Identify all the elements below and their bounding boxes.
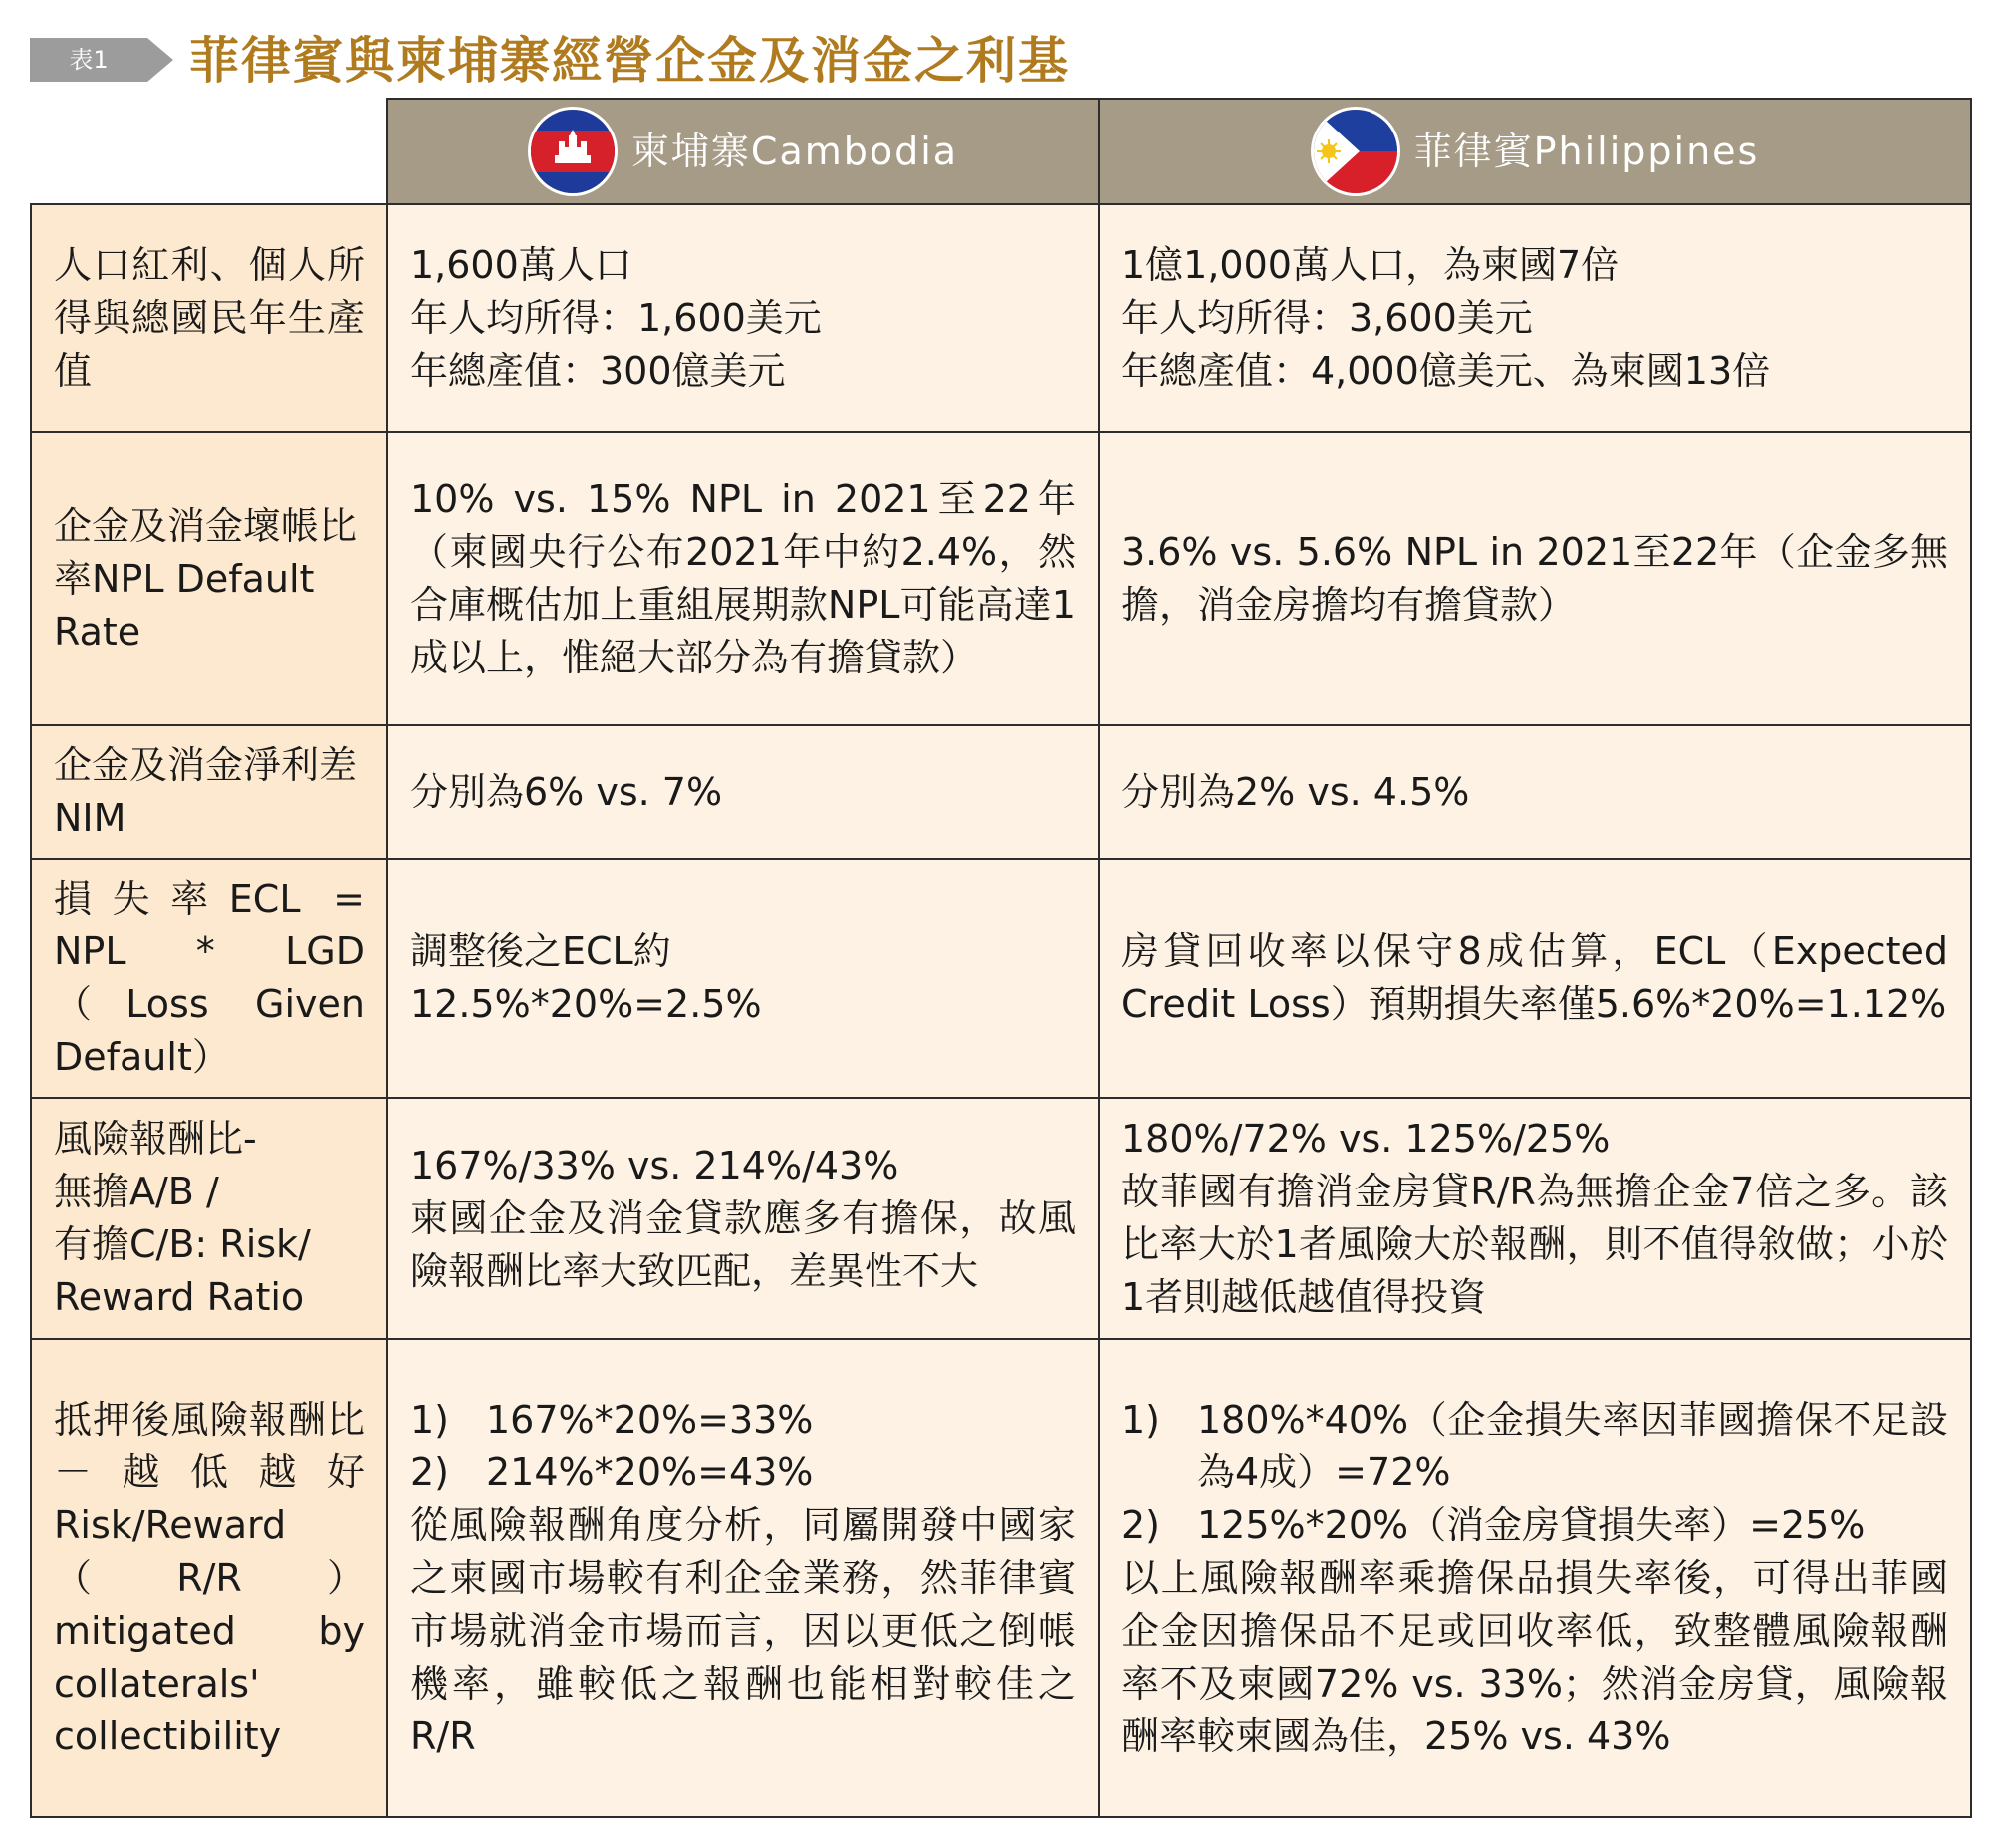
table-row [31, 432, 1971, 725]
column-header-philippines [1099, 99, 1971, 204]
comparison-table [30, 98, 1972, 1818]
ratio-heading: 167%/33% vs. 214%/43% [410, 1143, 899, 1188]
list-item [1122, 1394, 1948, 1499]
title-bar [30, 26, 1982, 96]
list-number: 2) [1122, 1502, 1161, 1547]
analysis-note: 從風險報酬角度分析，同屬開發中國家之柬國市場較有利企金業務，然菲律賓市場就消金市場而言，因以更低之倒帳機率，雖較低之報酬也能相對較佳之R/R [410, 1502, 1076, 1758]
label-line: Reward Ratio [54, 1275, 305, 1319]
philippines-cell: 3.6% vs. 5.6% NPL in 2021至22年（企金多無擔，消金房擔均有擔貸款） [1099, 432, 1971, 725]
list-text: 167%*20%=33% [486, 1397, 814, 1442]
list-item [410, 1447, 1076, 1499]
row-label [31, 1098, 387, 1339]
row-label: 企金及消金壞帳比率NPL Default Rate [31, 432, 387, 725]
table-tag: 表1 [30, 38, 147, 82]
cambodia-cell: 10% vs. 15% NPL in 2021至22年（柬國央行公布2021年中約2.4%，然合庫概估加上重組展期款NPL可能高達1成以上，惟絕大部分為有擔貸款） [387, 432, 1099, 725]
philippines-flag-icon [1311, 107, 1400, 196]
cell-line: 年總產值：300億美元 [410, 349, 786, 393]
label-line: 風險報酬比- [54, 1117, 257, 1161]
cambodia-cell [387, 204, 1099, 432]
list-text: 180%*40%（企金損失率因菲國擔保不足設為4成）=72% [1197, 1397, 1948, 1494]
row-label: 損失率ECL = NPL * LGD（Loss Given Default） [31, 859, 387, 1098]
analysis-note: 以上風險報酬率乘擔保品損失率後，可得出菲國企金因擔保品不足或回收率低，致整體風險報酬率不及柬國72% vs. 33%；然消金房貸，風險報酬率較柬國為佳，25% vs. 43% [1122, 1555, 1948, 1758]
list-item [410, 1394, 1076, 1447]
cambodia-cell [387, 859, 1099, 1098]
philippines-cell: 房貸回收率以保守8成估算，ECL（Expected Credit Loss）預期損失率僅5.6%*20%=1.12% [1099, 859, 1971, 1098]
list-number: 2) [410, 1450, 450, 1494]
cambodia-cell [387, 1339, 1099, 1817]
cell-line: 年總產值：4,000億美元、為柬國13倍 [1122, 349, 1771, 393]
cell-line: 1億1,000萬人口，為柬國7倍 [1122, 243, 1620, 287]
row-label: 抵押後風險報酬比－越低越好Risk/Reward（R/R） mitigated by collaterals' collectibility [31, 1339, 387, 1817]
label-line: 有擔C/B: Risk/ [54, 1222, 311, 1266]
column-header-cambodia [387, 99, 1099, 204]
ratio-note: 故菲國有擔消金房貸R/R為無擔企金7倍之多。該比率大於1者風險大於報酬，則不值得敘做；小於1者則越低越值得投資 [1122, 1170, 1948, 1319]
table-row [31, 1098, 1971, 1339]
row-label: 人口紅利、個人所得與總國民年生產值 [31, 204, 387, 432]
cell-line: 調整後之ECL約 [410, 929, 671, 973]
page-title: 菲律賓與柬埔寨經營企金及消金之利基 [189, 31, 1070, 90]
cambodia-flag-icon [528, 107, 618, 196]
ratio-note: 柬國企金及消金貸款應多有擔保，故風險報酬比率大致匹配，差異性不大 [410, 1195, 1076, 1293]
ratio-heading: 180%/72% vs. 125%/25% [1122, 1117, 1611, 1161]
philippines-cell: 分別為2% vs. 4.5% [1099, 725, 1971, 859]
list-number: 1) [1122, 1397, 1161, 1442]
cell-line: 1,600萬人口 [410, 243, 632, 287]
cambodia-cell [387, 1098, 1099, 1339]
list-number: 1) [410, 1397, 450, 1442]
philippines-cell [1099, 1339, 1971, 1817]
tag-arrow-icon [147, 38, 173, 82]
philippines-column-label: 菲律賓Philippines [1413, 129, 1760, 173]
cambodia-cell: 分別為6% vs. 7% [387, 725, 1099, 859]
list-item [1122, 1499, 1948, 1552]
header-blank-cell [31, 99, 387, 204]
label-line: 無擔A/B / [54, 1170, 219, 1213]
list-text: 125%*20%（消金房貸損失率）=25% [1197, 1502, 1866, 1547]
table-row [31, 859, 1971, 1098]
table-row [31, 1339, 1971, 1817]
table-row [31, 204, 1971, 432]
philippines-cell [1099, 1098, 1971, 1339]
row-label: 企金及消金淨利差NIM [31, 725, 387, 859]
cell-line: 年人均所得：1,600美元 [410, 296, 822, 340]
list-text: 214%*20%=43% [486, 1450, 814, 1494]
cambodia-column-label: 柬埔寨Cambodia [630, 129, 959, 173]
cell-line: 12.5%*20%=2.5% [410, 982, 762, 1026]
table-row [31, 725, 1971, 859]
cell-line: 年人均所得：3,600美元 [1122, 296, 1533, 340]
philippines-cell [1099, 204, 1971, 432]
